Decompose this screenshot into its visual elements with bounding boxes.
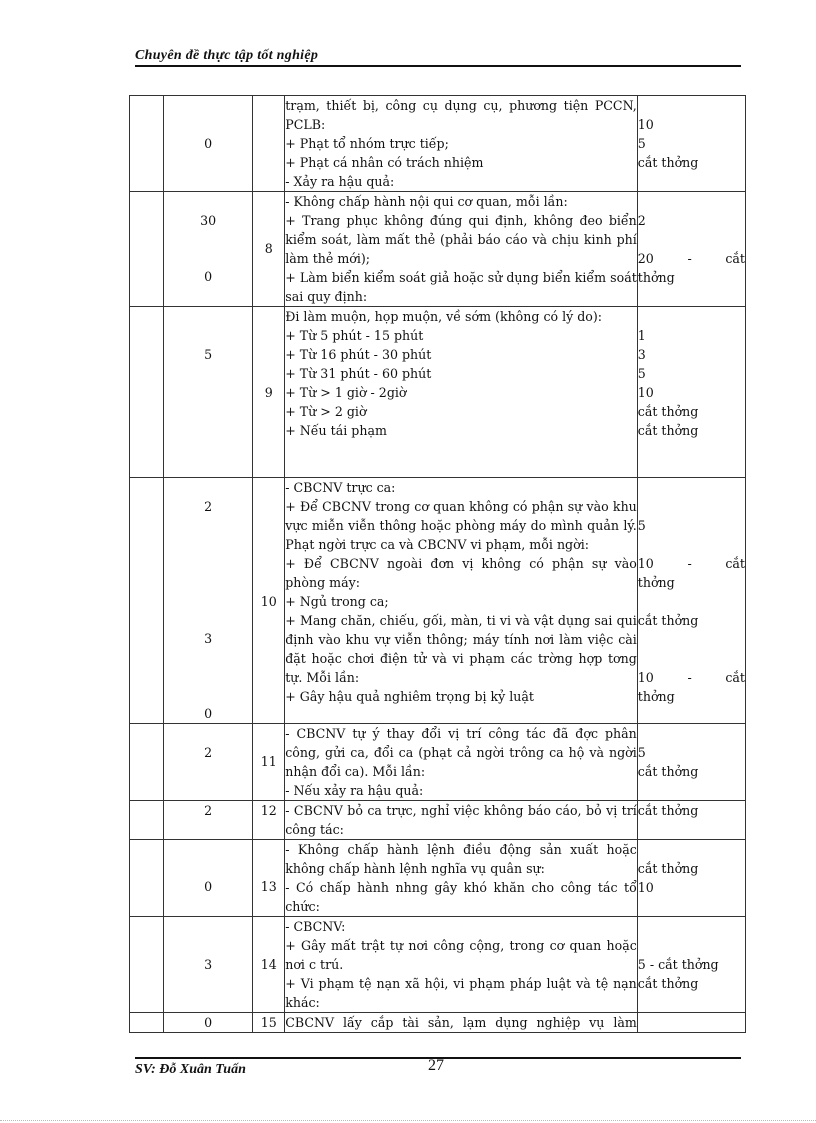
table-row [130, 801, 746, 840]
penalty-line: thởng [637, 270, 675, 285]
description-line: + Phạt cá nhân có trách nhiệm [285, 155, 484, 170]
penalty-line: 5 - cắt thởng [637, 957, 719, 972]
description-cell [285, 801, 638, 840]
penalty-line: thởng [637, 689, 675, 704]
penalty-line: 1 [637, 328, 646, 343]
disciplinary-penalty-table [129, 95, 746, 1033]
code-cell [164, 801, 253, 840]
row-index: 15 [260, 1015, 277, 1030]
description-line: + Từ 5 phút - 15 phút [285, 328, 424, 343]
penalty-line: 10 [637, 385, 654, 400]
description-line: - Nếu xảy ra hậu quả: [285, 783, 424, 798]
penalty-line: 10 [637, 880, 654, 895]
table-row [130, 192, 746, 307]
code-value: 3 [204, 631, 213, 646]
penalty-line: 2 [637, 213, 646, 228]
code-value: 2 [204, 745, 213, 760]
penalty-line: 3 [637, 347, 646, 362]
description-cell [285, 478, 638, 724]
row-index: 12 [260, 803, 277, 818]
page-number: 27 [428, 1057, 444, 1074]
description-cell [285, 724, 638, 801]
index-cell [253, 1013, 285, 1033]
description-line: + Từ > 2 giờ [285, 404, 367, 419]
index-cell [253, 840, 285, 917]
code-value: 5 [204, 347, 213, 362]
penalty-line [638, 535, 745, 554]
code-cell [164, 192, 253, 307]
description-line: + Gây mất trật tự nơi công cộng, trong cơ quan hoặc nơi c trú. [285, 938, 637, 972]
penalty-line [638, 192, 745, 211]
index-cell [253, 192, 285, 307]
penalty-line [638, 649, 745, 668]
penalty-cell [637, 724, 745, 801]
penalty-cell [637, 96, 745, 192]
penalty-cell [637, 1013, 745, 1033]
row-index: 14 [260, 957, 277, 972]
code-value: 0 [204, 879, 213, 894]
code-value: 0 [204, 136, 213, 151]
header-rule [135, 65, 741, 67]
penalty-cell [637, 917, 745, 1013]
code-value: 0 [204, 1015, 213, 1030]
code-cell [164, 307, 253, 478]
blank-cell [130, 1013, 164, 1033]
description-line: + Vi phạm tệ nạn xã hội, vi phạm pháp luật và tệ nạn khác: [285, 976, 637, 1010]
description-cell [285, 307, 638, 478]
penalty-line: cắt thởng [637, 404, 699, 419]
penalty-line [638, 1013, 745, 1032]
table-row [130, 1013, 746, 1033]
code-value: 0 [204, 706, 213, 721]
penalty-line: cắt thởng [637, 155, 699, 170]
description-cell [285, 192, 638, 307]
penalty-line: cắt thởng [637, 803, 699, 818]
row-index: 9 [264, 385, 273, 400]
description-line: Đi làm muộn, họp muộn, về sớm (không có lý do): [285, 309, 603, 324]
index-cell [253, 724, 285, 801]
code-cell [164, 917, 253, 1013]
description-line: - CBCNV trực ca: [285, 480, 396, 495]
code-value: 2 [204, 499, 213, 514]
row-index: 13 [260, 879, 277, 894]
footer-author: SV: Đỗ Xuân Tuấn [135, 1062, 246, 1077]
description-line: + Từ 16 phút - 30 phút [285, 347, 432, 362]
description-cell [285, 96, 638, 192]
penalty-line: 5 [637, 518, 646, 533]
row-index: 11 [260, 754, 277, 769]
description-line: + Từ 31 phút - 60 phút [285, 366, 432, 381]
penalty-line [638, 630, 745, 649]
table-row [130, 724, 746, 801]
description-line: + Ngủ trong ca; [285, 594, 389, 609]
penalty-line [638, 917, 745, 936]
penalty-line: 10 [637, 117, 654, 132]
table-row [130, 840, 746, 917]
penalty-line: cắt thởng [637, 764, 699, 779]
table-row [130, 478, 746, 724]
blank-cell [130, 307, 164, 478]
description-line: - Xảy ra hậu quả: [285, 174, 395, 189]
blank-cell [130, 801, 164, 840]
row-index: 8 [264, 241, 273, 256]
code-cell [164, 478, 253, 724]
running-header-title: Chuyên đề thực tập tốt nghiệp [135, 48, 319, 63]
index-cell [253, 478, 285, 724]
penalty-line: 5 [637, 136, 646, 151]
description-line: + Từ > 1 giờ - 2giờ [285, 385, 407, 400]
blank-cell [130, 96, 164, 192]
code-value: 3 [204, 957, 213, 972]
penalty-line: 10 - cắt [637, 670, 745, 685]
code-cell [164, 1013, 253, 1033]
description-cell [285, 1013, 638, 1033]
index-cell [253, 917, 285, 1013]
description-line: CBCNV lấy cắp tài sản, lạm dụng nghiệp vụ làm [285, 1015, 637, 1030]
blank-cell [130, 840, 164, 917]
penalty-cell [637, 192, 745, 307]
penalty-line: 20 - cắt [637, 251, 745, 266]
penalty-line [638, 936, 745, 955]
description-line: + Làm biển kiểm soát giả hoặc sử dụng biển kiểm soát sai quy định: [285, 270, 637, 304]
penalty-line [638, 478, 745, 497]
code-value: 30 [200, 213, 217, 228]
penalty-cell [637, 478, 745, 724]
description-line: - CBCNV: [285, 919, 346, 934]
penalty-line: 5 [637, 745, 646, 760]
penalty-cell [637, 801, 745, 840]
penalty-line: 10 - cắt [637, 556, 745, 571]
index-cell [253, 801, 285, 840]
penalty-line [638, 497, 745, 516]
penalty-line [638, 230, 745, 249]
description-line: - CBCNV tự ý thay đổi vị trí công tác đã đợc phân công, gửi ca, đổi ca (phạt cả ngời trông ca hộ và ngời nhận đổi ca). Mỗi lần: [285, 726, 637, 779]
description-line: - CBCNV bỏ ca trực, nghỉ việc không báo cáo, bỏ vị trí công tác: [285, 803, 637, 837]
table-row [130, 96, 746, 192]
penalty-line: cắt thởng [637, 613, 699, 628]
description-line: + Để CBCNV ngoài đơn vị không có phận sự vào phòng máy: [285, 556, 637, 590]
code-cell [164, 724, 253, 801]
code-cell [164, 96, 253, 192]
penalty-line [638, 724, 745, 743]
row-index: 10 [260, 594, 277, 609]
description-line: trạm, thiết bị, công cụ dụng cụ, phương tiện PCCN, PCLB: [285, 98, 637, 132]
description-line: - Có chấp hành nhng gây khó khăn cho công tác tổ chức: [285, 880, 637, 914]
blank-cell [130, 724, 164, 801]
description-line: - Không chấp hành nội qui cơ quan, mỗi lần: [285, 194, 568, 209]
penalty-line [638, 592, 745, 611]
penalty-line: cắt thởng [637, 976, 699, 991]
description-cell [285, 840, 638, 917]
blank-cell [130, 917, 164, 1013]
penalty-line [638, 96, 745, 115]
code-value: 0 [204, 269, 213, 284]
blank-cell [130, 478, 164, 724]
description-line: + Nếu tái phạm [285, 423, 387, 438]
description-line: + Phạt tổ nhóm trực tiếp; [285, 136, 449, 151]
description-line: + Gây hậu quả nghiêm trọng bị kỷ luật [285, 689, 534, 704]
description-line: + Mang chăn, chiếu, gối, màn, ti vi và vật dụng sai qui định vào khu vự viễn thông; máy tính nơi làm việc cài đặt hoặc chơi điện tử và vi phạm các trờng hợp tơng tự. Mỗi lần: [285, 613, 637, 685]
penalty-cell [637, 840, 745, 917]
index-cell [253, 96, 285, 192]
penalty-line [638, 840, 745, 859]
page-edge-dotted-line [0, 1120, 816, 1121]
index-cell [253, 307, 285, 478]
code-value: 2 [204, 803, 213, 818]
description-line: + Để CBCNV trong cơ quan không có phận sự vào khu vực miễn viễn thông hoặc phòng máy do mình quản lý. Phạt ngời trực ca và CBCNV vi phạm, mỗi ngời: [285, 499, 637, 552]
code-cell [164, 840, 253, 917]
penalty-line: thởng [637, 575, 675, 590]
penalty-cell [637, 307, 745, 478]
penalty-line: cắt thởng [637, 423, 699, 438]
blank-cell [130, 192, 164, 307]
description-line: - Không chấp hành lệnh điều động sản xuất hoặc không chấp hành lệnh nghĩa vụ quân sự: [285, 842, 637, 876]
description-line: + Trang phục không đúng qui định, không đeo biển kiểm soát, làm mất thẻ (phải báo cáo và chịu kinh phí làm thẻ mới); [285, 213, 637, 266]
table-row [130, 307, 746, 478]
table-row [130, 917, 746, 1013]
description-cell [285, 917, 638, 1013]
penalty-line [638, 307, 745, 326]
penalty-line: cắt thởng [637, 861, 699, 876]
penalty-line: 5 [637, 366, 646, 381]
